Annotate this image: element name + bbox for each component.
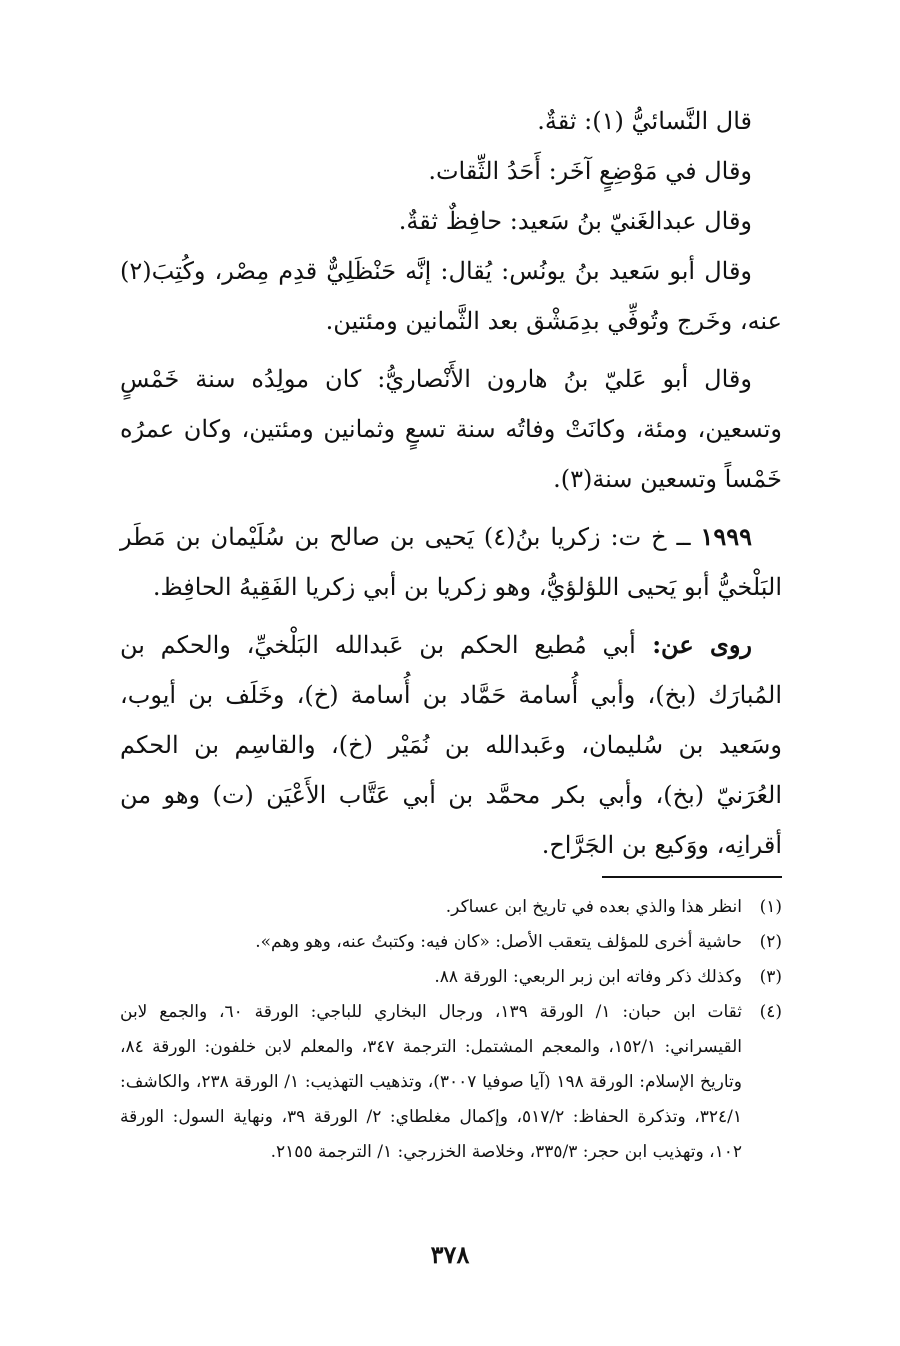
footnotes	[120, 890, 782, 1170]
footnote	[120, 925, 782, 960]
paragraph-abdulghani: وقال عبدالغَنيّ بنُ سَعيد: حافِظٌ ثقةٌ.	[398, 207, 752, 235]
narrated-from-text: أبي مُطيع الحكم بن عَبدالله البَلْخيِّ، والحكم بن المُبارَك (بخ)، وأبي أُسامة حَمَّاد بن أُسامة (خ)، وخَلَف بن أيوب، وسَعيد بن سُليمان، وعَبدالله بن نُمَيْر (خ)، والقاسِم بن الحكم العُرَنيّ (بخ)، وأبي بكر محمَّد بن أبي عَتَّاب الأَعْيَن (ت) وهو من أقرانِه، ووَكيع بن الجَرَّاح.	[120, 631, 782, 859]
narrated-from-label: روى عن:	[635, 630, 753, 659]
footnote	[120, 890, 782, 925]
main-text	[120, 96, 782, 870]
footnote	[120, 960, 782, 995]
footnote-mark: (١)	[759, 897, 782, 917]
footnote	[120, 995, 782, 1170]
footnote-text: وكذلك ذكر وفاته ابن زبر الربعي: الورقة ٨٨.	[434, 967, 742, 987]
footnote-mark: (٣)	[759, 967, 782, 987]
entry-heading	[120, 512, 782, 612]
entry-text: ــ خ ت: زكريا بنُ(٤) يَحيى بن صالح بن سُلَيْمان بن مَطَر البَلْخيُّ أبو يَحيى اللؤلؤيُّ، وهو زكريا بن أبي زكريا الفَقِيهُ الحافِظ.	[120, 523, 782, 601]
footnote-text: انظر هذا والذي بعده في تاريخ ابن عساكر.	[445, 897, 742, 917]
paragraph-ibn-yunus: وقال أبو سَعيد بنُ يونُس: يُقال: إنَّه حَنْظَلِيٌّ قدِم مِصْر، وكُتِبَ(٢) عنه، وخَرج وتُوفِّي بدِمَشْق بعد الثَّمانين ومئتين.	[120, 257, 782, 335]
paragraph-another-place: وقال في مَوْضِعٍ آخَر: أَحَدُ الثِّقات.	[428, 157, 752, 185]
narrated-from-paragraph	[120, 620, 782, 870]
footnote-mark: (٤)	[759, 1002, 782, 1022]
page-number: ٣٧٨	[430, 1240, 470, 1269]
footnote-mark: (٢)	[759, 932, 782, 952]
footnote-separator	[602, 876, 782, 878]
paragraph-nasai: قال النَّسائيُّ (١): ثقةٌ.	[537, 107, 752, 135]
entry-number: ١٩٩٩	[700, 522, 752, 551]
footnote-text: حاشية أخرى للمؤلف يتعقب الأصل: «كان فيه: وكتبتُ عنه، وهو وهم».	[255, 932, 742, 952]
paragraph-ansari: وقال أبو عَليّ بنُ هارون الأَنْصاريُّ: كان مولِدُه سنة خَمْسٍ وتسعين، ومئة، وكانَتْ وفاتُه سنة تسعٍ وثمانين ومئتين، وكان عمرُه خَمْساً وتسعين سنة(٣).	[120, 365, 782, 493]
footnote-text: ثقات ابن حبان: ١/ الورقة ١٣٩، ورجال البخاري للباجي: الورقة ٦٠، والجمع لابن القيسراني: ١٥٢/١، والمعجم المشتمل: الترجمة ٣٤٧، والمعلم لابن خلفون: الورقة ٨٤، وتاريخ الإسلام: الورقة ١٩٨ (آيا صوفيا ٣٠٠٧)، وتذهيب التهذيب: ١/ الورقة ٢٣٨، والكاشف: ٣٢٤/١، وتذكرة الحفاظ: ٥١٧/٢، وإكمال مغلطاي: ٢/ الورقة ٣٩، ونهاية السول: الورقة ١٠٢، وتهذيب ابن حجر: ٣٣٥/٣، وخلاصة الخزرجي: ١/ الترجمة ٢١٥٥.	[120, 1002, 743, 1162]
